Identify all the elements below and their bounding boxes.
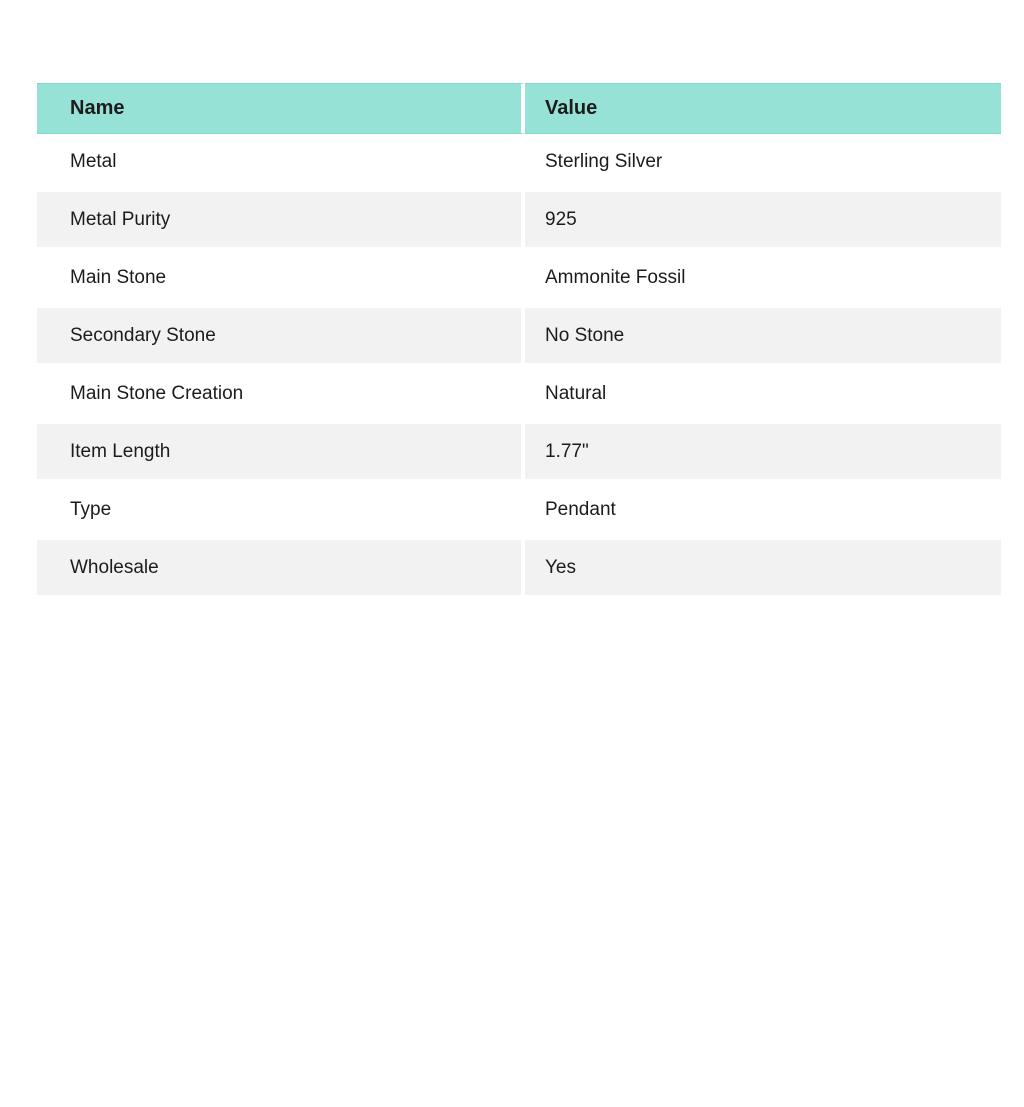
product-spec-table (37, 83, 1001, 598)
spec-value-cell: 1.77" (525, 424, 1001, 482)
header-row (37, 83, 1001, 134)
spec-name-cell: Item Length (37, 424, 525, 482)
spec-name-cell: Wholesale (37, 540, 525, 598)
table-row (37, 134, 1001, 192)
table-body (37, 134, 1001, 598)
spec-value-cell: Pendant (525, 482, 1001, 540)
spec-name-cell: Secondary Stone (37, 308, 525, 366)
spec-value-cell: 925 (525, 192, 1001, 250)
spec-value-cell: Sterling Silver (525, 134, 1001, 192)
table-row (37, 192, 1001, 250)
table-row (37, 250, 1001, 308)
spec-name-cell: Type (37, 482, 525, 540)
spec-name-cell: Metal Purity (37, 192, 525, 250)
spec-name-cell: Metal (37, 134, 525, 192)
spec-value-cell: Yes (525, 540, 1001, 598)
column-header-name: Name (37, 83, 525, 134)
table-row (37, 308, 1001, 366)
table-row (37, 482, 1001, 540)
table-row (37, 366, 1001, 424)
table-row (37, 540, 1001, 598)
spec-value-cell: Natural (525, 366, 1001, 424)
table-row (37, 424, 1001, 482)
spec-value-cell: Ammonite Fossil (525, 250, 1001, 308)
spec-name-cell: Main Stone (37, 250, 525, 308)
spec-value-cell: No Stone (525, 308, 1001, 366)
column-header-value: Value (525, 83, 1001, 134)
spec-name-cell: Main Stone Creation (37, 366, 525, 424)
